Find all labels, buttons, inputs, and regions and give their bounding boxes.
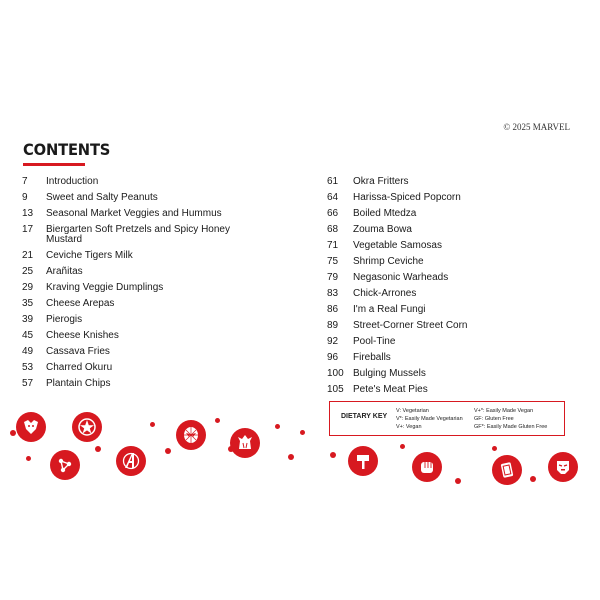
dietary-key-item: GF: Gluten Free (474, 416, 514, 422)
toc-page: 75 (327, 256, 339, 267)
toc-page: 86 (327, 304, 339, 315)
toc-title: Shrimp Ceviche (353, 256, 424, 267)
toc-entry[interactable] (22, 193, 282, 203)
toc-entry[interactable] (327, 193, 577, 203)
black-panther-icon (16, 412, 46, 442)
decorative-dot (215, 418, 220, 423)
decorative-dot (150, 422, 155, 427)
toc-page: 57 (22, 378, 34, 389)
toc-page: 92 (327, 336, 339, 347)
toc-title: Harissa-Spiced Popcorn (353, 192, 461, 203)
toc-left-column (22, 177, 282, 395)
toc-title: Kraving Veggie Dumplings (46, 282, 164, 293)
toc-title: Pete's Meat Pies (353, 384, 428, 395)
toc-page: 105 (327, 384, 344, 395)
toc-entry[interactable] (327, 241, 577, 251)
toc-title: Chick-Arrones (353, 288, 417, 299)
toc-title: Negasonic Warheads (353, 272, 449, 283)
toc-entry[interactable] (22, 267, 282, 277)
page-title: CONTENTS (23, 140, 111, 159)
hulk-fist-icon (412, 452, 442, 482)
toc-entry[interactable] (327, 289, 577, 299)
spider-man-icon (176, 420, 206, 450)
toc-title: Charred Okuru (46, 362, 113, 373)
toc-page: 17 (22, 224, 34, 235)
toc-page: 45 (22, 330, 34, 341)
decorative-dot (165, 448, 171, 454)
toc-entry[interactable] (327, 225, 577, 235)
toc-title: Bulging Mussels (353, 368, 426, 379)
toc-page: 68 (327, 224, 339, 235)
dietary-key-item: GF*: Easily Made Gluten Free (474, 424, 548, 430)
toc-page: 7 (22, 176, 28, 187)
decorative-dot (95, 446, 101, 452)
dietary-key-column (396, 407, 463, 431)
dietary-key-box (329, 401, 565, 436)
title-underline (23, 163, 85, 166)
toc-title: Zouma Bowa (353, 224, 412, 235)
toc-page: 25 (22, 266, 34, 277)
toc-page: 79 (327, 272, 339, 283)
toc-title: Cheese Arepas (46, 298, 115, 309)
decorative-dot (300, 430, 305, 435)
toc-title: Seasonal Market Veggies and Hummus (46, 208, 222, 219)
avengers-icon (116, 446, 146, 476)
toc-page: 96 (327, 352, 339, 363)
toc-page: 53 (22, 362, 34, 373)
toc-entry[interactable] (22, 347, 282, 357)
toc-entry[interactable] (327, 337, 577, 347)
toc-entry[interactable] (22, 363, 282, 373)
decorative-dot (530, 476, 536, 482)
toc-title: Street-Corner Street Corn (353, 320, 468, 331)
toc-title: Ceviche Tigers Milk (46, 250, 133, 261)
toc-page: 61 (327, 176, 339, 187)
dietary-key-title: DIETARY KEY (341, 413, 388, 420)
toc-entry[interactable] (22, 251, 282, 261)
toc-title: Pierogis (46, 314, 83, 325)
toc-title: Sweet and Salty Peanuts (46, 192, 158, 203)
toc-page: 35 (22, 298, 34, 309)
decorative-dot (26, 456, 31, 461)
toc-title: Biergarten Soft Pretzels and Spicy Honey Mustard (46, 224, 230, 245)
toc-right-column (327, 177, 577, 401)
toc-title: Introduction (46, 176, 99, 187)
ant-man-icon (50, 450, 80, 480)
toc-entry[interactable] (327, 209, 577, 219)
toc-title: Arañitas (46, 266, 83, 277)
toc-page: 29 (22, 282, 34, 293)
dietary-key-item: V+: Vegan (396, 424, 422, 430)
toc-entry[interactable] (22, 331, 282, 341)
toc-title: I'm a Real Fungi (353, 304, 426, 315)
toc-title: Boiled Mtedza (353, 208, 417, 219)
toc-entry[interactable] (327, 177, 577, 187)
toc-page: 100 (327, 368, 344, 379)
toc-title: Vegetable Samosas (353, 240, 442, 251)
toc-page: 89 (327, 320, 339, 331)
captain-marvel-icon (72, 412, 102, 442)
toc-title: Fireballs (353, 352, 391, 363)
toc-page: 39 (22, 314, 34, 325)
toc-page: 64 (327, 192, 339, 203)
decorative-dot (455, 478, 461, 484)
dietary-key-item: V: Vegetarian (396, 408, 429, 414)
dietary-key-item: V+*: Easily Made Vegan (474, 408, 534, 414)
toc-entry[interactable] (22, 379, 282, 389)
dietary-key-column (474, 407, 547, 431)
dietary-key-item: V*: Easily Made Vegetarian (396, 416, 463, 422)
toc-page: 66 (327, 208, 339, 219)
toc-title: Plantain Chips (46, 378, 111, 389)
toc-entry[interactable] (22, 225, 282, 245)
toc-title: Okra Fritters (353, 176, 409, 187)
toc-entry[interactable] (22, 315, 282, 325)
decorative-dot (275, 424, 280, 429)
decorative-dot (400, 444, 405, 449)
toc-entry[interactable] (22, 299, 282, 309)
groot-icon (230, 428, 260, 458)
decorative-dot (288, 454, 294, 460)
decorative-dot (330, 452, 336, 458)
thor-hammer-icon (348, 446, 378, 476)
toc-entry[interactable] (327, 273, 577, 283)
toc-entry[interactable] (327, 369, 577, 379)
toc-entry[interactable] (327, 257, 577, 267)
card-icon (492, 455, 522, 485)
toc-entry[interactable] (327, 385, 577, 395)
copyright-notice: © 2025 MARVEL (503, 122, 570, 132)
toc-entry[interactable] (327, 353, 577, 363)
toc-page: 21 (22, 250, 34, 261)
decorative-dot (492, 446, 497, 451)
toc-title: Cassava Fries (46, 346, 110, 357)
toc-page: 83 (327, 288, 339, 299)
toc-entry[interactable] (22, 177, 282, 187)
toc-page: 71 (327, 240, 339, 251)
toc-entry[interactable] (22, 209, 282, 219)
toc-entry[interactable] (22, 283, 282, 293)
toc-entry[interactable] (327, 305, 577, 315)
decorative-dot (10, 430, 16, 436)
toc-title: Cheese Knishes (46, 330, 119, 341)
toc-page: 9 (22, 192, 28, 203)
toc-page: 49 (22, 346, 34, 357)
toc-page: 13 (22, 208, 34, 219)
iron-man-icon (548, 452, 578, 482)
toc-title: Pool-Tine (353, 336, 396, 347)
toc-entry[interactable] (327, 321, 577, 331)
